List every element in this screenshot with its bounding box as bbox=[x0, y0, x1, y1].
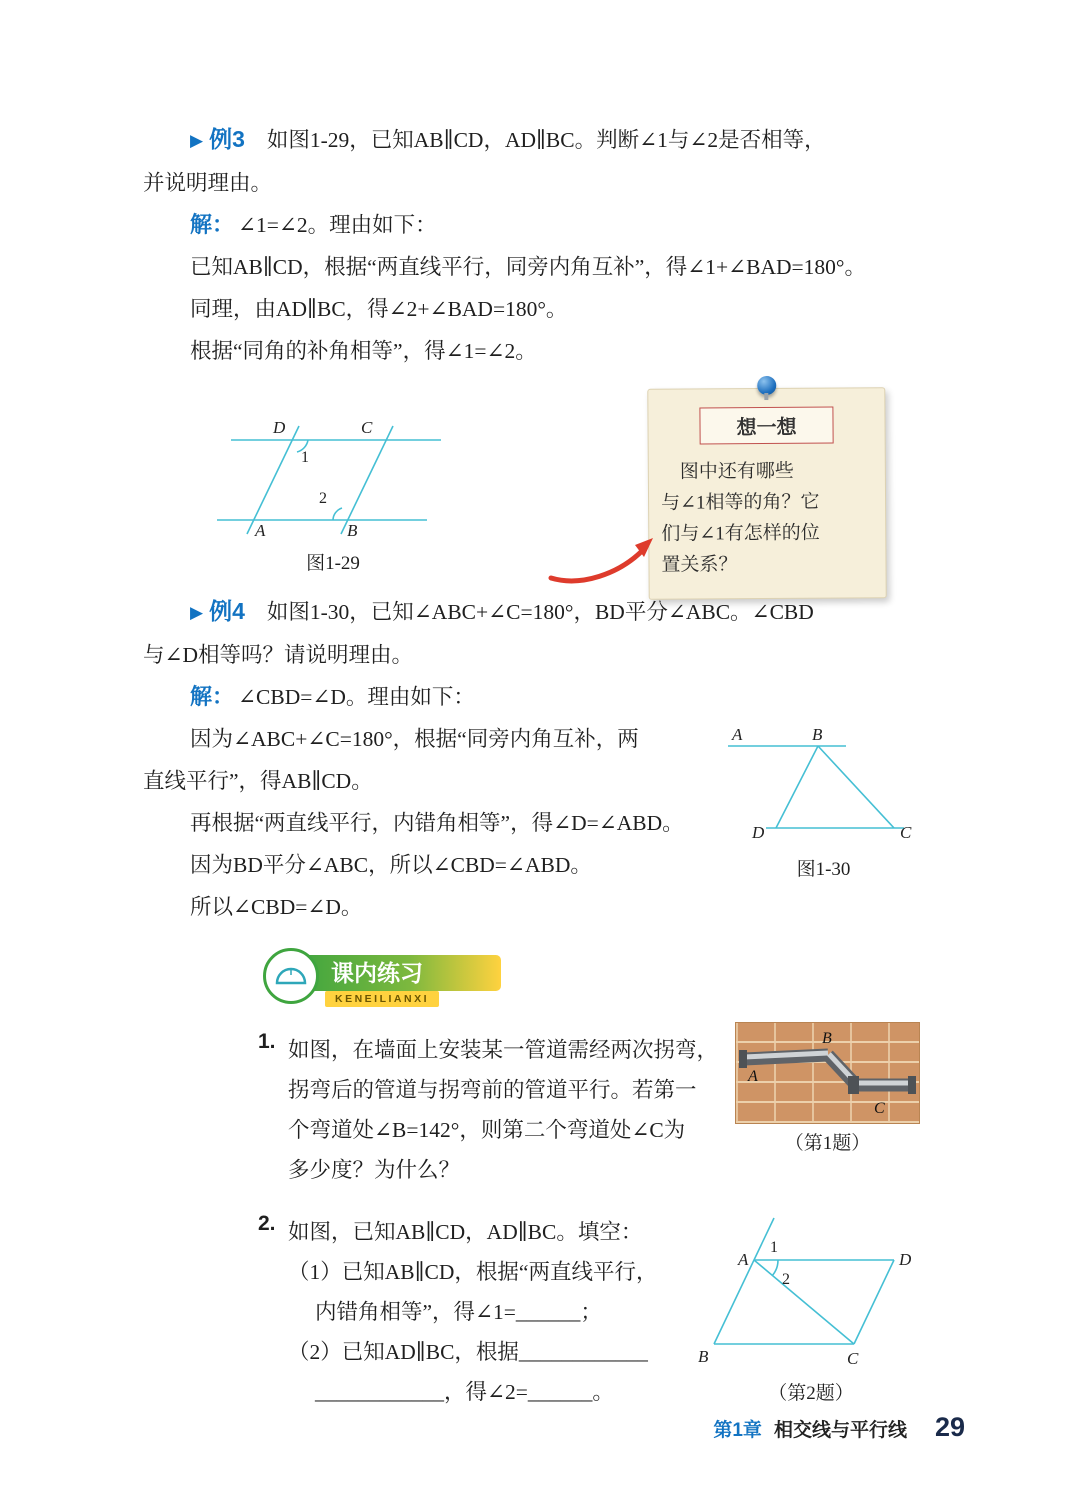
problem-1-caption: （第1题） bbox=[784, 1133, 871, 1154]
figure129-label-C: C bbox=[361, 418, 373, 437]
problem-2-drawing bbox=[696, 1212, 926, 1368]
figure129-angle-2: 2 bbox=[319, 490, 327, 507]
example3-solution-line1: 解： ∠1=∠2。理由如下： bbox=[190, 212, 437, 237]
problem-2-line2: （1）已知AB∥CD，根据“两直线平行， bbox=[288, 1260, 658, 1284]
figure130-label-D: D bbox=[752, 823, 765, 842]
example4-solution-line6: 所以∠CBD=∠D。 bbox=[190, 895, 363, 919]
problem-2-caption: （第2题） bbox=[768, 1383, 854, 1404]
figure-and-note-row bbox=[143, 372, 925, 590]
example3-text-line2: 并说明理由。 bbox=[143, 171, 273, 195]
example3-marker: 例3 bbox=[209, 126, 245, 152]
figure-1-30-caption: 图1-30 bbox=[796, 859, 851, 880]
p2-label-C: C bbox=[847, 1349, 859, 1368]
problem-1 bbox=[258, 1030, 925, 1190]
pipe-label-B: B bbox=[822, 1030, 832, 1047]
example4-text-line2: 与∠D相等吗？请说明理由。 bbox=[143, 643, 414, 667]
p2-label-B: B bbox=[698, 1347, 709, 1366]
footer-chapter: 第1章 bbox=[713, 1420, 762, 1441]
curved-arrow-icon bbox=[547, 530, 657, 588]
problem-1-number: 1. bbox=[258, 1030, 276, 1053]
figure-1-29-drawing bbox=[213, 400, 453, 538]
example-bullet-icon: ▶ bbox=[190, 603, 204, 622]
pipe-label-C: C bbox=[874, 1100, 885, 1117]
problem-2-line5: ____________，得∠2=______。 bbox=[315, 1380, 614, 1404]
solution-label: 解： bbox=[190, 212, 235, 237]
figure129-label-D: D bbox=[273, 418, 286, 437]
figure129-label-A: A bbox=[255, 521, 266, 538]
example4-solution bbox=[143, 676, 925, 928]
example4-solution-line1: 解： ∠CBD=∠D。理由如下： bbox=[190, 684, 475, 709]
figure-1-30 bbox=[726, 726, 921, 881]
think-note-line3: 们与∠1有怎样的位 bbox=[661, 522, 820, 545]
pipe-label-A: A bbox=[748, 1068, 758, 1085]
example4-solution-line3: 直线平行”，得AB∥CD。 bbox=[143, 769, 373, 793]
practice-badge bbox=[263, 948, 583, 1010]
problem-2-line4: （2）已知AD∥BC，根据____________ bbox=[288, 1340, 648, 1364]
problem-2 bbox=[258, 1212, 925, 1412]
figure130-label-C: C bbox=[900, 823, 912, 842]
problem-1-line3: 个弯道处∠B=142°，则第二个弯道处∠C为 bbox=[288, 1118, 686, 1142]
footer-section-title: 相交线与平行线 bbox=[773, 1420, 907, 1441]
page-footer bbox=[713, 1412, 965, 1443]
example3-solution-line2: 已知AB∥CD，根据“两直线平行，同旁内角互补”，得∠1+∠BAD=180°。 bbox=[190, 255, 867, 279]
problem-2-line3: 内错角相等”，得∠1=______； bbox=[315, 1300, 602, 1324]
page-content bbox=[143, 118, 925, 1434]
figure129-angle-1: 1 bbox=[301, 449, 309, 466]
figure130-label-B: B bbox=[812, 726, 823, 744]
practice-section bbox=[258, 948, 925, 1412]
example3-text-line1: 如图1-29，已知AB∥CD，AD∥BC。判断∠1与∠2是否相等， bbox=[266, 128, 826, 152]
think-note bbox=[647, 387, 886, 600]
problem-2-figure bbox=[696, 1212, 926, 1405]
example-bullet-icon: ▶ bbox=[190, 131, 204, 150]
pipe-drawing bbox=[736, 1023, 921, 1125]
problem-2-line1: 如图，已知AB∥CD，AD∥BC。填空： bbox=[288, 1220, 643, 1244]
brick-wall-image bbox=[735, 1022, 920, 1124]
protractor-icon bbox=[263, 948, 319, 1004]
pushpin-icon bbox=[757, 376, 776, 395]
example4-text-line1: 如图1-30，已知∠ABC+∠C=180°，BD平分∠ABC。∠CBD bbox=[266, 600, 814, 624]
practice-badge-subtitle: KENEILIANXI bbox=[325, 991, 439, 1007]
figure-1-30-drawing bbox=[726, 726, 916, 844]
p2-angle-2: 2 bbox=[782, 1271, 790, 1288]
figure130-label-A: A bbox=[732, 726, 743, 744]
p2-label-A: A bbox=[738, 1250, 749, 1269]
page-number: 29 bbox=[934, 1412, 965, 1442]
think-note-title: 想一想 bbox=[699, 407, 833, 445]
example3-solution-line3: 同理，由AD∥BC，得∠2+∠BAD=180°。 bbox=[190, 297, 568, 321]
example3-solution-line4: 根据“同角的补角相等”，得∠1=∠2。 bbox=[190, 339, 537, 363]
example4-solution-line2: 因为∠ABC+∠C=180°，根据“同旁内角互补，两 bbox=[190, 727, 639, 751]
example3-heading bbox=[143, 118, 925, 162]
figure129-label-B: B bbox=[347, 521, 358, 538]
example4-solution-line5: 因为BD平分∠ABC，所以∠CBD=∠ABD。 bbox=[190, 853, 592, 877]
problem-2-number: 2. bbox=[258, 1212, 276, 1235]
p2-label-D: D bbox=[899, 1250, 912, 1269]
think-note-line2: 与∠1相等的角？它 bbox=[660, 491, 820, 514]
example4-solution-line4: 再根据“两直线平行，内错角相等”，得∠D=∠ABD。 bbox=[190, 811, 684, 835]
think-note-line1: 图中还有哪些 bbox=[679, 460, 794, 483]
problem-1-figure bbox=[735, 1022, 920, 1155]
think-note-line4: 置关系？ bbox=[661, 554, 738, 576]
practice-badge-title: 课内练习 bbox=[297, 955, 501, 991]
problem-1-line1: 如图，在墙面上安装某一管道需经两次拐弯， bbox=[288, 1038, 719, 1062]
solution-label: 解： bbox=[190, 684, 235, 709]
figure-1-29 bbox=[213, 400, 453, 575]
problem-1-line4: 多少度？为什么？ bbox=[288, 1158, 461, 1182]
problem-1-line2: 拐弯后的管道与拐弯前的管道平行。若第一 bbox=[288, 1078, 697, 1102]
figure-1-29-caption: 图1-29 bbox=[306, 553, 360, 574]
example4-marker: 例4 bbox=[209, 598, 245, 624]
p2-angle-1: 1 bbox=[770, 1239, 778, 1256]
